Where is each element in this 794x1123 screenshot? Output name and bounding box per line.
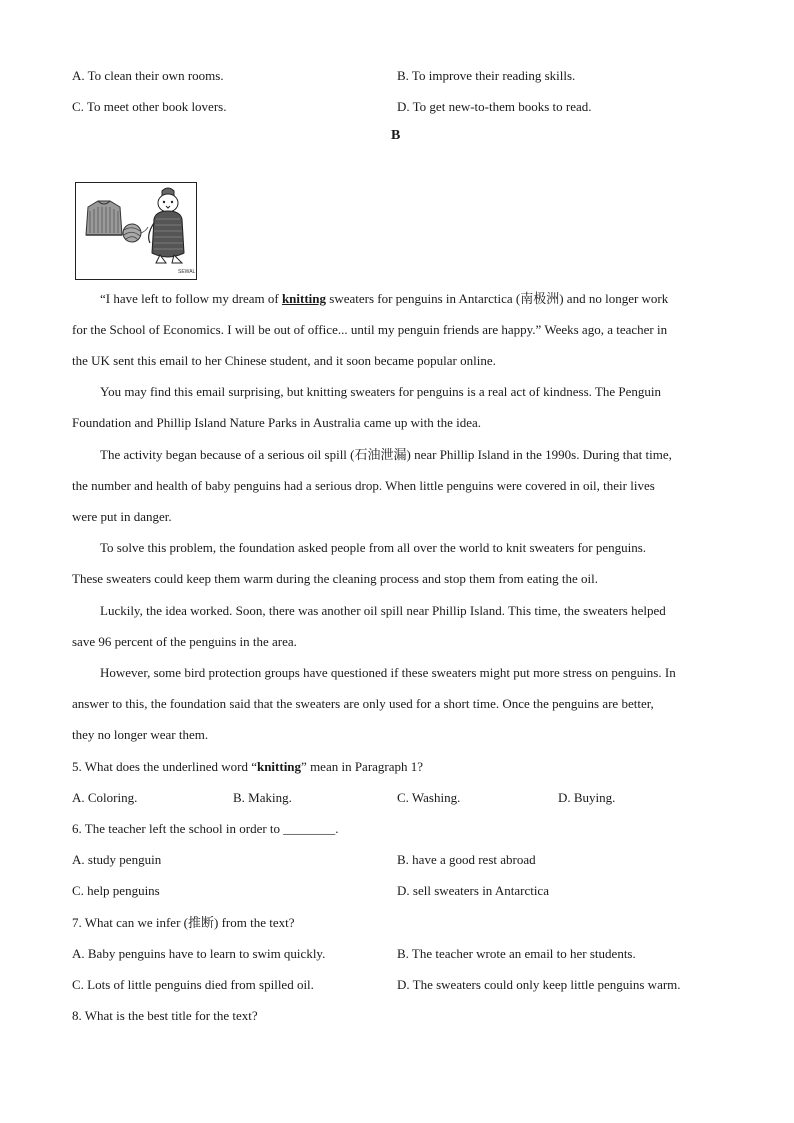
question-7-option-b: B. The teacher wrote an email to her students. — [397, 946, 636, 961]
passage-p2-line1: You may find this email surprising, but knitting sweaters for penguins is a real act of kindness. The Penguin — [100, 384, 661, 399]
question-5-bold-word: knitting — [256, 759, 302, 774]
passage-p6-line2: answer to this, the foundation said that the sweaters are only used for a short time. Once the penguins are better, — [72, 696, 654, 711]
passage-p3-line3: were put in danger. — [72, 509, 172, 524]
question-6-option-b: B. have a good rest abroad — [397, 852, 536, 867]
option-d: D. To get new-to-them books to read. — [397, 99, 592, 114]
question-6-stem: 6. The teacher left the school in order to ________. — [72, 821, 339, 836]
question-6-option-d: D. sell sweaters in Antarctica — [397, 883, 549, 898]
passage-p2-line2: Foundation and Phillip Island Nature Parks in Australia came up with the idea. — [72, 415, 482, 430]
passage-p6-line1: However, some bird protection groups have questioned if these sweaters might put more stress on penguins. In — [100, 665, 676, 680]
question-7-option-d: D. The sweaters could only keep little penguins warm. — [397, 977, 681, 992]
yarn-ball-icon — [123, 224, 148, 242]
option-a: A. To clean their own rooms. — [72, 68, 224, 83]
passage-p3-line1: The activity began because of a serious oil spill (石油泄漏) near Phillip Island in the 1990s. During that time, — [100, 447, 672, 462]
question-5-option-a: A. Coloring. — [72, 790, 138, 805]
question-5-option-b: B. Making. — [233, 790, 292, 805]
question-7-option-c: C. Lots of little penguins died from spilled oil. — [72, 977, 314, 992]
question-6-option-a: A. study penguin — [72, 852, 162, 867]
passage-p6-line3: they no longer wear them. — [72, 727, 209, 742]
passage-p5-line2: save 96 percent of the penguins in the area. — [72, 634, 297, 649]
section-label: B — [391, 128, 401, 143]
question-5-option-d: D. Buying. — [558, 790, 616, 805]
option-b: B. To improve their reading skills. — [397, 68, 576, 83]
question-7-stem: 7. What can we infer (推断) from the text? — [72, 915, 295, 930]
sweater-icon — [86, 201, 122, 235]
passage-p5-line1: Luckily, the idea worked. Soon, there was another oil spill near Phillip Island. This time, the sweaters helped — [100, 603, 666, 618]
passage-p1-line1: “I have left to follow my dream of knitting sweaters for penguins in Antarctica (南极洲) and no longer work — [100, 291, 669, 306]
question-8-stem: 8. What is the best title for the text? — [72, 1008, 258, 1023]
passage-p4-line2: These sweaters could keep them warm during the cleaning process and stop them from eating the oil. — [72, 571, 598, 586]
passage-p1-line3: the UK sent this email to her Chinese student, and it soon became popular online. — [72, 353, 496, 368]
question-7-option-a: A. Baby penguins have to learn to swim quickly. — [72, 946, 326, 961]
penguin-sweater-illustration — [75, 182, 197, 280]
question-6-option-c: C. help penguins — [72, 883, 160, 898]
question-5-stem: 5. What does the underlined word “knitting” mean in Paragraph 1? — [72, 759, 424, 774]
underlined-word: knitting — [281, 291, 327, 306]
passage-p4-line1: To solve this problem, the foundation asked people from all over the world to knit sweaters for penguins. — [100, 540, 647, 555]
passage-p1-line2: for the School of Economics. I will be out of office... until my penguin friends are happy.” Weeks ago, a teacher in — [72, 322, 668, 337]
penguin-icon — [149, 188, 184, 263]
option-c: C. To meet other book lovers. — [72, 99, 227, 114]
passage-p3-line2: the number and health of baby penguins had a serious drop. When little penguins were covered in oil, their lives — [72, 478, 655, 493]
signature-text: SEWAL — [178, 269, 196, 275]
question-5-option-c: C. Washing. — [397, 790, 461, 805]
